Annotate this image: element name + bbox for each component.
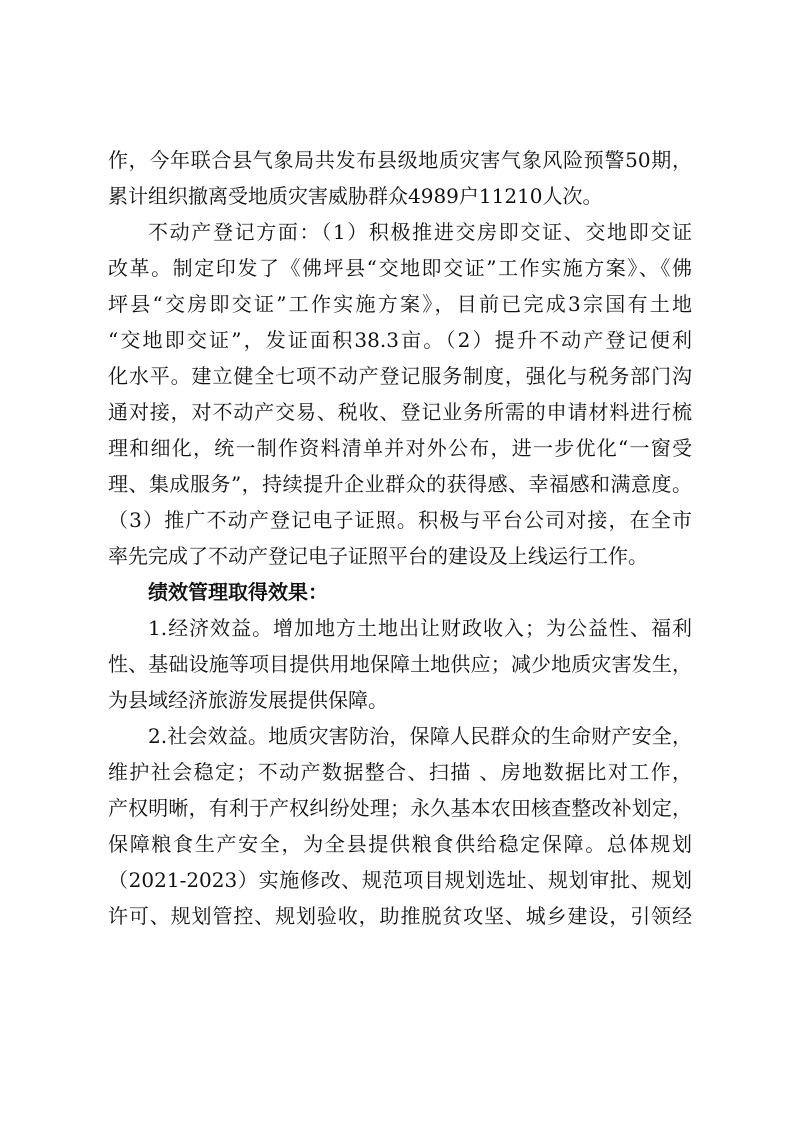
text-line: 不动产登记方面：（1）积极推进交房即交证、交地即交证	[148, 220, 692, 244]
text-line: 率先完成了不动产登记电子证照平台的建设及上线运行工作。	[108, 544, 648, 568]
text-line: 坪县“交房即交证”工作实施方案》，目前已完成3宗国有土地	[108, 292, 692, 316]
text-line: 理和细化，统一制作资料清单并对外公布，进一步优化“一窗受	[108, 436, 692, 460]
text-line: 1.经济效益。增加地方土地出让财政收入；为公益性、福利	[148, 616, 692, 640]
text-line: “交地即交证”，发证面积38.3亩。（2）提升不动产登记便利	[108, 328, 692, 352]
text-line: 2.社会效益。地质灾害防治，保障人民群众的生命财产安全，	[148, 724, 692, 748]
text-line: 作，今年联合县气象局共发布县级地质灾害气象风险预警50期，	[108, 148, 692, 172]
text-line: 许可、规划管控、规划验收，助推脱贫攻坚、城乡建设，引领经	[108, 904, 692, 928]
text-line: 累计组织撤离受地质灾害威胁群众4989户11210人次。	[108, 184, 603, 208]
section-heading: 绩效管理取得效果：	[148, 580, 328, 604]
text-line: （2021-2023）实施修改、规范项目规划选址、规划审批、规划	[108, 868, 692, 892]
text-line: （3）推广不动产登记电子证照。积极与平台公司对接，在全市	[108, 508, 692, 532]
text-line: 通对接，对不动产交易、税收、登记业务所需的申请材料进行梳	[108, 400, 692, 424]
text-line: 产权明晰，有利于产权纠纷处理；永久基本农田核查整改补划定，	[108, 796, 692, 820]
text-line: 维护社会稳定；不动产数据整合、扫描 、房地数据比对工作，	[108, 760, 692, 784]
body-text	[108, 142, 692, 934]
text-line: 理、集成服务”，持续提升企业群众的获得感、幸福感和满意度。	[108, 472, 692, 496]
text-line: 为县域经济旅游发展提供保障。	[108, 688, 388, 712]
text-line: 改革。制定印发了《佛坪县“交地即交证”工作实施方案》、《佛	[108, 256, 692, 280]
text-line: 保障粮食生产安全，为全县提供粮食供给稳定保障。总体规划	[108, 832, 692, 856]
text-line: 性、基础设施等项目提供用地保障土地供应；减少地质灾害发生，	[108, 652, 692, 676]
text-line: 化水平。建立健全七项不动产登记服务制度，强化与税务部门沟	[108, 364, 692, 388]
